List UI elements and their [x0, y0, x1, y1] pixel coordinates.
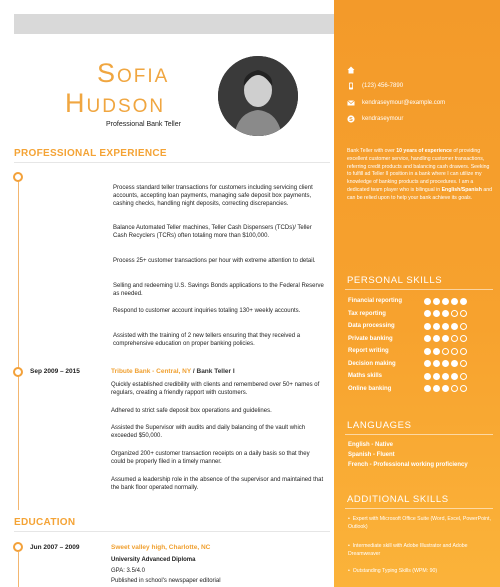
rating-dot — [451, 310, 458, 317]
rating-dot — [451, 348, 458, 355]
rating-dot — [460, 298, 467, 305]
summary-text: of providing excellent customer service, handling customer transactions, referring credit products and balancing cash drawers. Seeking to fulfill ad Teller II position in a bank where I can utilize my knowledge of banking products and procedures. I am a dedicated team player who is bilingual in — [347, 148, 490, 193]
skill-row — [348, 359, 494, 369]
rating-dot — [433, 385, 440, 392]
skill-row — [348, 296, 494, 306]
summary-highlight: English/Spanish — [441, 186, 482, 193]
skill-row — [348, 334, 494, 344]
skill-rating — [424, 310, 467, 317]
skill-name: Online banking — [348, 385, 392, 392]
skill-name: Data processing — [348, 323, 395, 329]
skill-name: Report writing — [348, 348, 389, 354]
rating-dot — [442, 348, 449, 355]
rating-dot — [442, 323, 449, 330]
rating-dot — [451, 323, 458, 330]
summary-text: and can be relied upon to help your bank achieve its goals. — [347, 186, 493, 201]
language-item: French - Professional working proficiency — [348, 462, 468, 468]
skill-rating — [424, 335, 467, 342]
languages-heading: LANGUAGES — [347, 420, 412, 431]
rating-dot — [424, 323, 431, 330]
job2-bullet: Quickly established credibility with clients and remembered over 50+ names of regulars, creating a friendly rapport with customers. — [111, 382, 320, 397]
job2-dates: Sep 2009 – 2015 — [30, 368, 80, 375]
job1-bullet: Respond to customer account inquiries totaling 130+ weekly accounts. — [113, 308, 301, 314]
skill-row — [348, 309, 494, 319]
summary-text: Bank Teller with over — [347, 148, 397, 154]
rating-dot — [424, 298, 431, 305]
rating-dot — [451, 373, 458, 380]
skill-name: Private banking — [348, 335, 393, 342]
rating-dot — [442, 298, 449, 305]
additional-skill-item: • Outstanding Typing Skills (WPM: 90) — [348, 568, 438, 574]
languages-divider — [345, 434, 493, 435]
job2-heading — [111, 368, 325, 375]
job2-bullet: Assumed a leadership role in the absence of the supervisor and maintained that the bank floor operated normally. — [111, 477, 324, 492]
rating-dot — [451, 335, 458, 342]
skill-row — [348, 346, 494, 356]
rating-dot — [442, 310, 449, 317]
additional-skills-heading: ADDITIONAL SKILLS — [347, 494, 449, 505]
job1-bullet: Process standard teller transactions for customers including servicing client accounts, accepting loan payments, managing safe deposit box payments, cashing checks, handling night deposits, correcting discrepancies. — [113, 185, 313, 208]
svg-text:S: S — [349, 117, 353, 123]
skill-row — [348, 321, 494, 331]
contact-skype — [347, 115, 403, 123]
language-item: English - Native — [348, 442, 394, 448]
email-text[interactable]: kendraseymour@example.com — [362, 100, 446, 106]
summary-highlight: 10 years of experience — [396, 148, 452, 154]
rating-dot — [424, 310, 431, 317]
rating-dot — [460, 373, 467, 380]
education-heading: EDUCATION — [14, 517, 76, 528]
additional-skill-item: • Expert with Microsoft Office Suite (Word, Excel, PowerPoint, Outlook) — [348, 516, 491, 530]
skill-rating — [424, 298, 467, 305]
rating-dot — [460, 310, 467, 317]
skill-name: Maths skills — [348, 373, 383, 379]
rating-dot — [451, 298, 458, 305]
rating-dot — [460, 323, 467, 330]
rating-dot — [460, 335, 467, 342]
language-item: Spanish - Fluent — [348, 452, 395, 458]
rating-dot — [433, 360, 440, 367]
rating-dot — [460, 348, 467, 355]
education-dates: Jun 2007 – 2009 — [30, 544, 80, 551]
rating-dot — [433, 323, 440, 330]
top-banner — [14, 14, 334, 34]
skill-name: Financial reporting — [348, 298, 403, 304]
skill-name: Decision making — [348, 360, 396, 367]
skill-name: Tax reporting — [348, 310, 386, 317]
job-title: Professional Bank Teller — [106, 121, 181, 128]
rating-dot — [433, 298, 440, 305]
rating-dot — [424, 385, 431, 392]
additional-skill-item: • Intermediate skill with Adobe Illustrator and Adobe Dreamweaver — [348, 543, 468, 557]
rating-dot — [442, 373, 449, 380]
first-name: Sofia — [97, 58, 170, 88]
skill-rating — [424, 385, 467, 392]
rating-dot — [442, 335, 449, 342]
phone-text: (123) 456-7890 — [362, 83, 404, 89]
home-icon — [347, 66, 355, 74]
rating-dot — [424, 360, 431, 367]
education-gpa: GPA: 3.5/4.0 — [111, 568, 145, 574]
job1-bullet: Assisted with the training of 2 new tellers ensuring that they received a comprehensive education on proper banking policies. — [113, 333, 301, 348]
timeline-node — [13, 542, 23, 552]
job1-bullet: Selling and redeeming U.S. Savings Bonds applications to the Federal Reserve as needed. — [113, 283, 324, 298]
skill-rating — [424, 323, 467, 330]
rating-dot — [433, 373, 440, 380]
rating-dot — [451, 385, 458, 392]
personal-skills-heading: PERSONAL SKILLS — [347, 275, 443, 286]
skill-rating — [424, 373, 467, 380]
job2-bullet: Adhered to strict safe deposit box operations and guidelines. — [111, 408, 272, 414]
experience-timeline — [18, 180, 19, 510]
rating-dot — [451, 360, 458, 367]
skype-icon — [347, 115, 355, 123]
experience-divider — [14, 162, 330, 163]
contact-email — [347, 99, 445, 107]
portrait-image — [218, 56, 298, 136]
rating-dot — [460, 360, 467, 367]
additional-skill-text: Outstanding Typing Skills (WPM: 90) — [352, 568, 438, 574]
job1-bullet: Balance Automated Teller machines, Teller Cash Dispensers (TCDs)/ Teller Cash Recyclers (TCRs) often totaling more than $100,000. — [113, 225, 312, 240]
job2-role: Bank Teller I — [196, 368, 235, 375]
job2-bullet: Organized 200+ customer transaction receipts on a daily basis so that they could be properly filed in a timely manner. — [111, 451, 310, 466]
skill-rating — [424, 360, 467, 367]
timeline-node — [13, 172, 23, 182]
rating-dot — [424, 373, 431, 380]
contact-home — [347, 66, 355, 74]
timeline-node — [13, 367, 23, 377]
job2-company: Tribute Bank - Central, NY — [111, 368, 192, 375]
skype-text: kendraseymour — [362, 116, 404, 122]
job1-bullet: Process 25+ customer transactions per hour with extreme attention to detail. — [113, 258, 316, 264]
rating-dot — [460, 385, 467, 392]
rating-dot — [424, 335, 431, 342]
skill-row — [348, 371, 494, 381]
rating-dot — [433, 348, 440, 355]
profile-summary — [347, 148, 494, 203]
rating-dot — [433, 310, 440, 317]
rating-dot — [433, 335, 440, 342]
last-name: Hudson — [65, 88, 166, 118]
education-divider — [14, 531, 330, 532]
personal-skills-divider — [345, 289, 493, 290]
experience-heading: PROFESSIONAL EXPERIENCE — [14, 148, 167, 159]
education-school: Sweet valley high, Charlotte, NC — [111, 544, 211, 551]
phone-icon — [347, 82, 355, 90]
profile-photo — [218, 56, 298, 136]
rating-dot — [442, 360, 449, 367]
education-note: Published in school's newspaper editorial — [111, 578, 221, 584]
education-degree: University Advanced Diploma — [111, 557, 196, 563]
rating-dot — [442, 385, 449, 392]
skill-row — [348, 384, 494, 394]
additional-skill-text: Intermediate skill with Adobe Illustrator and Adobe Dreamweaver — [348, 543, 468, 557]
job2-bullet: Assisted the Supervisor with audits and daily balancing of the vault which exceeded $50,000. — [111, 425, 306, 440]
education-timeline — [18, 552, 19, 587]
contact-phone — [347, 82, 403, 90]
skill-rating — [424, 348, 467, 355]
additional-skill-text: Expert with Microsoft Office Suite (Word, Excel, PowerPoint, Outlook) — [348, 516, 491, 530]
job2-separator: / — [191, 368, 197, 375]
additional-skills-divider — [345, 508, 493, 509]
rating-dot — [424, 348, 431, 355]
email-icon — [347, 99, 355, 107]
